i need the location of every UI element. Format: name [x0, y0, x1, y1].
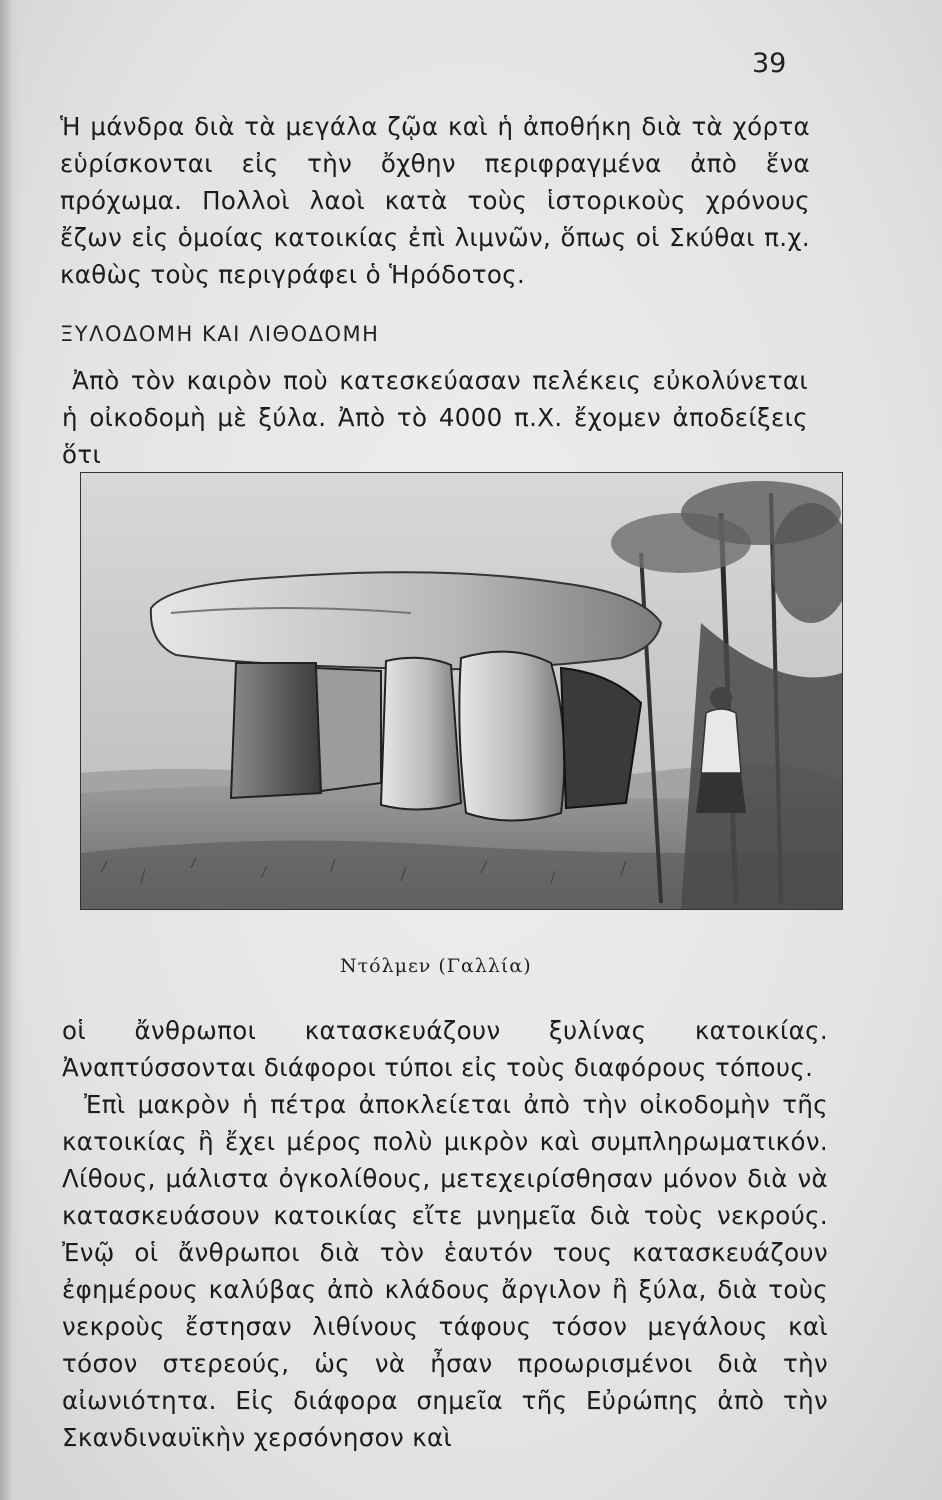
support-stone-center — [381, 658, 461, 810]
support-stone-front — [459, 652, 564, 821]
support-stone-left — [231, 663, 321, 798]
paragraph-wood-building: Ἀπὸ τὸν καιρὸν ποὺ κατεσκεύασαν πελέκεις εὐκολύνεται ἡ οἰκοδομὴ μὲ ξύλα. Ἀπὸ τὸ 4000 π.Χ. ἔχομεν ἀποδείξεις ὅτι — [62, 366, 808, 469]
figure-caption: Ντόλμεν (Γαλλία) — [340, 955, 532, 977]
section-heading: ΞΥΛΟΔΟΜΗ ΚΑΙ ΛΙΘΟΔΟΜΗ — [60, 322, 380, 346]
capstone — [151, 572, 661, 669]
paragraph-lake-dwellings: Ἡ μάνδρα διὰ τὰ μεγάλα ζῷα καὶ ἡ ἀποθήκη διὰ τὰ χόρτα εὑρίσκονται εἰς τὴν ὄχθην περιφραγμένα ἀπὸ ἕνα πρόχωμα. Πολλοὶ λαοὶ κατὰ τοὺς ἱστορικοὺς χρόνους ἔζων εἰς ὁμοίας κατοικίας ἐπὶ λιμνῶν, ὅπως οἱ Σκύθαι π.χ. καθὼς τοὺς περιγράφει ὁ Ἡρόδοτος. — [60, 112, 810, 289]
dolmen-drawing — [81, 473, 842, 909]
page-number: 39 — [752, 48, 787, 79]
page-spine-shadow — [0, 0, 22, 1500]
paragraph-wooden-dwellings: οἱ ἄνθρωποι κατασκευάζουν ξυλίνας κατοικίας. Ἀναπτύσσονται διάφοροι τύποι εἰς τοὺς διαφόρους τόπους. — [62, 1016, 828, 1082]
paragraph-stone-building: Ἐπὶ μακρὸν ἡ πέτρα ἀποκλείεται ἀπὸ τὴν οἰκοδομὴν τῆς κατοικίας ἢ ἔχει μέρος πολὺ μικρὸν καὶ συμπληρωματικόν. Λίθους, μάλιστα ὀγκολίθους, μετεχειρίσθησαν μόνον διὰ νὰ κατασκευάσουν κατοικίας εἴτε μνημεῖα διὰ τοὺς νεκρούς. Ἐνῷ οἱ ἄνθρωποι διὰ τὸν ἑαυτόν τους κατασκευάζουν ἐφημέρους καλύβας ἀπὸ κλάδους ἄργιλον ἢ ξύλα, διὰ τοὺς νεκροὺς ἔστησαν λιθίνους τάφους τόσον μεγάλους καὶ τόσον στερεούς, ὡς νὰ ἦσαν προωρισμένοι διὰ τὴν αἰωνιότητα. Εἰς διάφορα σημεῖα τῆς Εὐρώπης ἀπὸ τὴν Σκανδιναυϊκὴν χερσόνησον καὶ — [62, 1090, 828, 1452]
dolmen-illustration — [80, 472, 843, 910]
support-stone-back — [316, 668, 381, 791]
